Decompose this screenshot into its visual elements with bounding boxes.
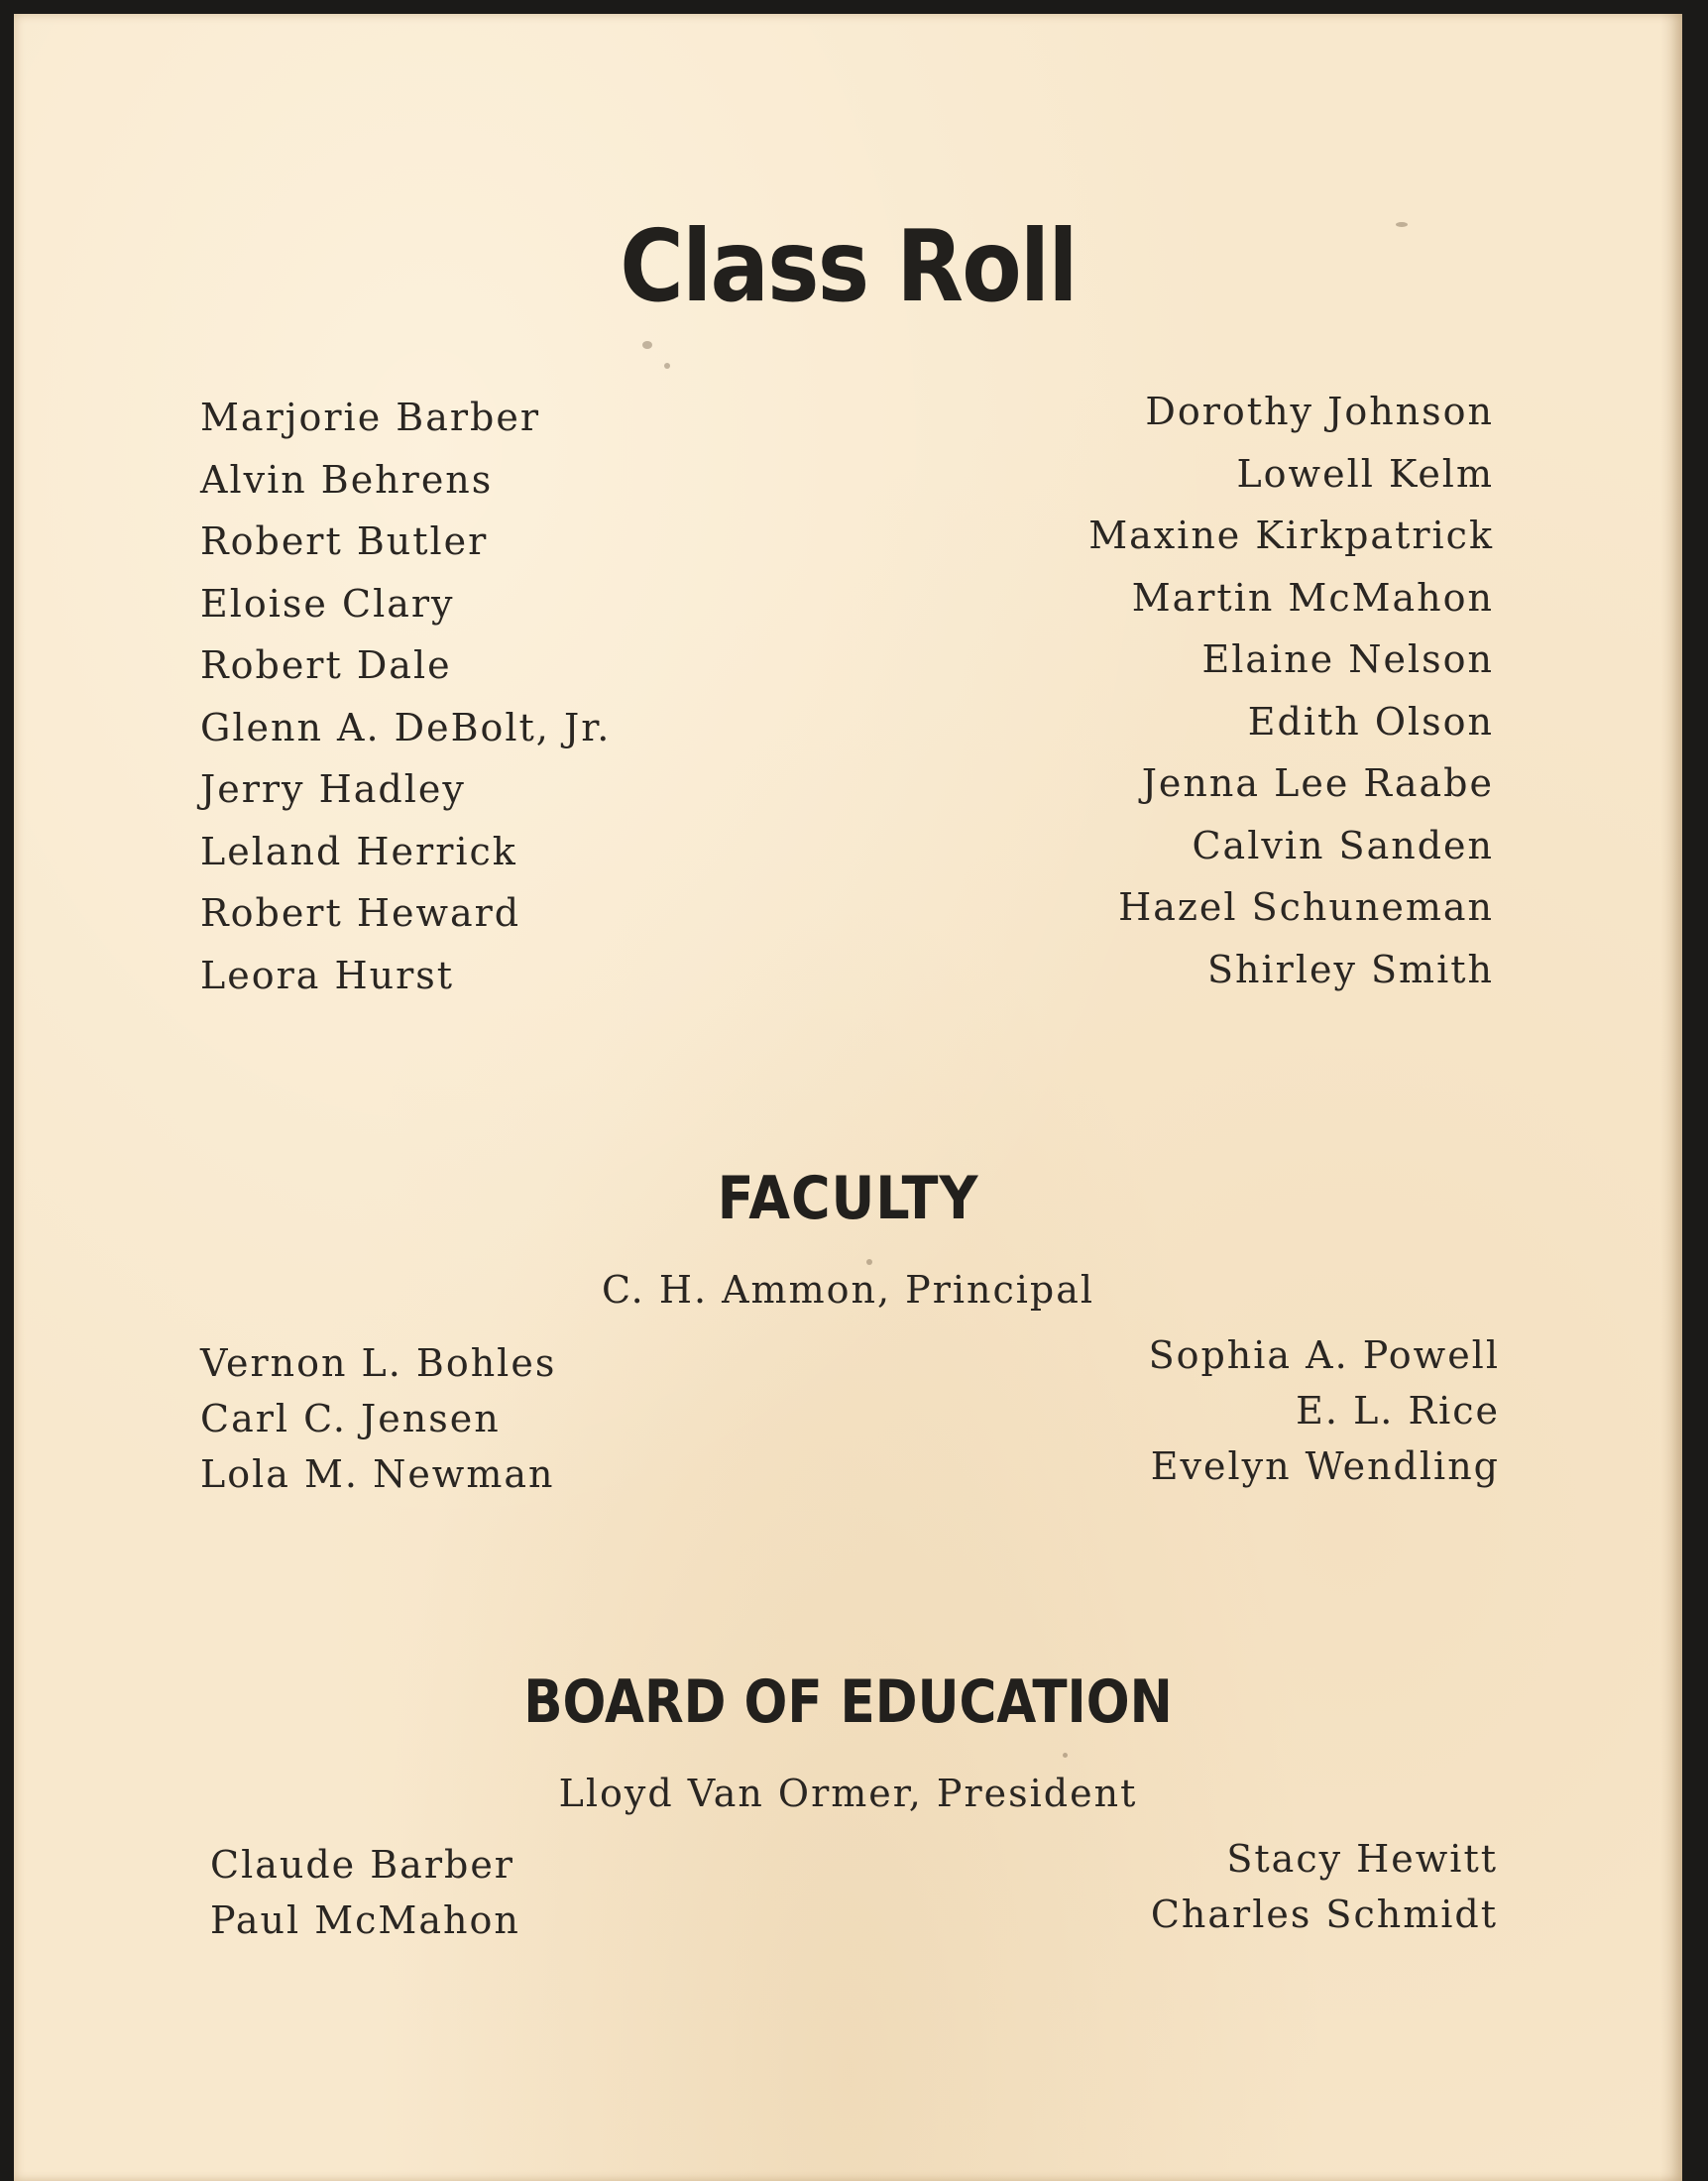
student-name: Edith Olson	[1247, 699, 1494, 744]
board-member-name: Charles Schmidt	[1150, 1893, 1498, 1936]
student-name: Calvin Sanden	[1192, 823, 1494, 867]
paper-edge-shadow	[1660, 14, 1682, 2181]
faculty-name: Sophia A. Powell	[1148, 1333, 1500, 1377]
student-name: Maxine Kirkpatrick	[1088, 514, 1494, 557]
student-name: Leora Hurst	[200, 953, 455, 997]
board-left-column	[210, 1843, 520, 1957]
board-heading: BOARD OF EDUCATION	[523, 1667, 1173, 1737]
class-roll-right-column	[1088, 390, 1494, 1012]
student-name: Jerry Hadley	[200, 767, 466, 811]
student-name: Leland Herrick	[200, 829, 517, 873]
student-name: Alvin Behrens	[200, 457, 494, 502]
student-name: Elaine Nelson	[1201, 637, 1494, 681]
board-right-column	[1150, 1837, 1498, 1951]
board-member-name: Claude Barber	[210, 1843, 514, 1887]
class-roll-title: Class Roll	[620, 208, 1077, 324]
student-name: Eloise Clary	[200, 581, 455, 626]
student-name: Jenna Lee Raabe	[1141, 761, 1494, 805]
faculty-left-column	[200, 1341, 557, 1511]
student-name: Lowell Kelm	[1236, 451, 1494, 496]
board-member-name: Paul McMahon	[210, 1898, 520, 1942]
student-name: Robert Heward	[200, 891, 521, 935]
paper-sheet	[14, 14, 1682, 2181]
ink-speck	[642, 341, 652, 349]
ink-speck	[1063, 1753, 1068, 1758]
student-name: Robert Dale	[200, 643, 452, 687]
ink-speck	[866, 1259, 872, 1265]
faculty-name: Evelyn Wendling	[1150, 1444, 1500, 1488]
student-name: Martin McMahon	[1131, 575, 1494, 620]
faculty-name: Lola M. Newman	[200, 1452, 555, 1496]
faculty-name: Vernon L. Bohles	[200, 1341, 557, 1385]
student-name: Glenn A. DeBolt, Jr.	[200, 705, 612, 749]
principal-name: C. H. Ammon, Principal	[601, 1268, 1095, 1312]
student-name: Dorothy Johnson	[1145, 390, 1494, 433]
student-name: Marjorie Barber	[200, 396, 540, 439]
student-name: Shirley Smith	[1207, 947, 1494, 991]
student-name: Robert Butler	[200, 519, 489, 563]
board-member-name: Stacy Hewitt	[1226, 1837, 1498, 1881]
faculty-heading: FACULTY	[717, 1164, 979, 1233]
student-name: Hazel Schuneman	[1118, 885, 1494, 929]
faculty-name: Carl C. Jensen	[200, 1397, 501, 1440]
faculty-name: E. L. Rice	[1296, 1389, 1500, 1433]
class-roll-left-column	[200, 396, 612, 1018]
faculty-right-column	[1148, 1333, 1500, 1503]
ink-speck	[664, 363, 670, 369]
board-president-name: Lloyd Van Ormer, President	[558, 1772, 1138, 1815]
